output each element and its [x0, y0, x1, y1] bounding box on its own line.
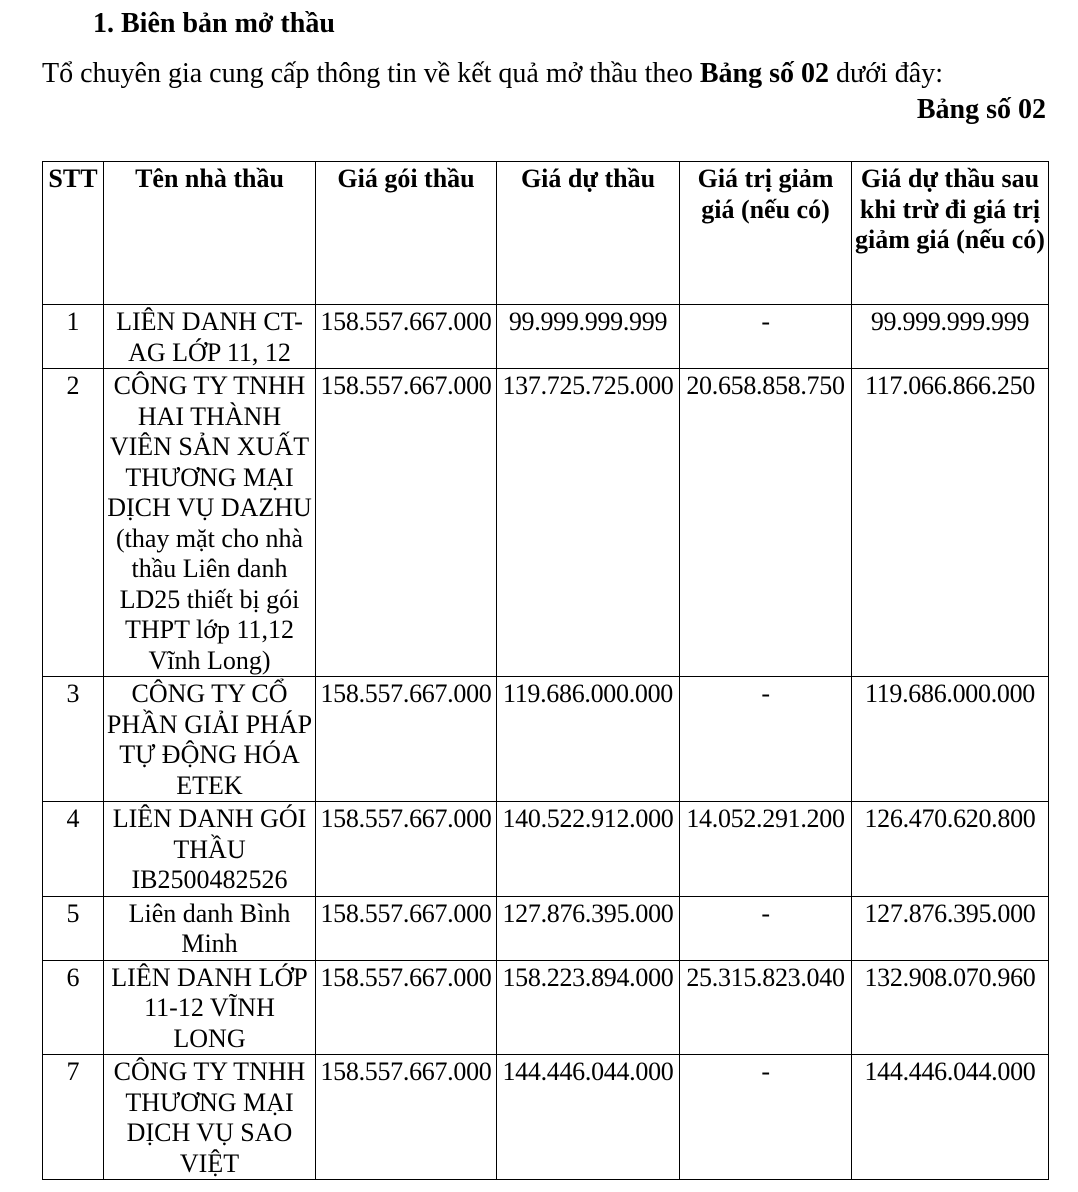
cell-contractor-name: CÔNG TY TNHH THƯƠNG MẠI DỊCH VỤ SAO VIỆT — [104, 1055, 316, 1180]
cell-stt: 3 — [43, 677, 104, 802]
cell-package-price: 158.557.667.000 — [316, 960, 497, 1055]
cell-stt: 6 — [43, 960, 104, 1055]
cell-package-price: 158.557.667.000 — [316, 305, 497, 369]
table-header-row — [43, 162, 1049, 305]
bid-opening-table — [42, 161, 1049, 1180]
table-row — [43, 960, 1049, 1055]
cell-bid-price: 144.446.044.000 — [497, 1055, 680, 1180]
table-caption: Bảng số 02 — [916, 94, 1046, 125]
cell-final-price: 127.876.395.000 — [852, 896, 1049, 960]
cell-final-price: 99.999.999.999 — [852, 305, 1049, 369]
cell-final-price: 119.686.000.000 — [852, 677, 1049, 802]
header-contractor-name: Tên nhà thầu — [104, 162, 316, 305]
header-final-price: Giá dự thầu sau khi trừ đi giá trị giảm giá (nếu có) — [852, 162, 1049, 305]
cell-discount: - — [680, 1055, 852, 1180]
cell-stt: 2 — [43, 369, 104, 677]
cell-bid-price: 127.876.395.000 — [497, 896, 680, 960]
cell-discount: - — [680, 896, 852, 960]
cell-final-price: 117.066.866.250 — [852, 369, 1049, 677]
header-package-price: Giá gói thầu — [316, 162, 497, 305]
cell-discount: - — [680, 677, 852, 802]
cell-stt: 1 — [43, 305, 104, 369]
table-row — [43, 369, 1049, 677]
intro-table-reference: Bảng số 02 — [699, 58, 830, 89]
cell-contractor-name: CÔNG TY CỔ PHẦN GIẢI PHÁP TỰ ĐỘNG HÓA ETEK — [104, 677, 316, 802]
table-row — [43, 305, 1049, 369]
cell-contractor-name: Liên danh Bình Minh — [104, 896, 316, 960]
intro-text — [42, 56, 943, 92]
cell-discount: 25.315.823.040 — [680, 960, 852, 1055]
cell-package-price: 158.557.667.000 — [316, 896, 497, 960]
cell-final-price: 144.446.044.000 — [852, 1055, 1049, 1180]
cell-final-price: 132.908.070.960 — [852, 960, 1049, 1055]
cell-final-price: 126.470.620.800 — [852, 802, 1049, 897]
cell-discount: 20.658.858.750 — [680, 369, 852, 677]
table-row — [43, 802, 1049, 897]
intro-text-start: Tổ chuyên gia cung cấp thông tin về kết quả mở thầu theo — [42, 58, 700, 89]
cell-contractor-name: LIÊN DANH GÓI THẦU IB2500482526 — [104, 802, 316, 897]
section-heading: 1. Biên bản mở thầu — [93, 8, 335, 39]
cell-stt: 4 — [43, 802, 104, 897]
cell-package-price: 158.557.667.000 — [316, 677, 497, 802]
cell-bid-price: 119.686.000.000 — [497, 677, 680, 802]
table-row — [43, 1055, 1049, 1180]
cell-bid-price: 137.725.725.000 — [497, 369, 680, 677]
cell-contractor-name: LIÊN DANH LỚP 11-12 VĨNH LONG — [104, 960, 316, 1055]
cell-package-price: 158.557.667.000 — [316, 802, 497, 897]
cell-contractor-name: CÔNG TY TNHH HAI THÀNH VIÊN SẢN XUẤT THƯƠNG MẠI DỊCH VỤ DAZHU (thay mặt cho nhà thầu Liên danh LD25 thiết bị gói THPT lớp 11,12 Vĩnh Long) — [104, 369, 316, 677]
cell-package-price: 158.557.667.000 — [316, 369, 497, 677]
table-row — [43, 677, 1049, 802]
header-bid-price: Giá dự thầu — [497, 162, 680, 305]
cell-discount: 14.052.291.200 — [680, 802, 852, 897]
cell-bid-price: 99.999.999.999 — [497, 305, 680, 369]
table-row — [43, 896, 1049, 960]
cell-contractor-name: LIÊN DANH CT-AG LỚP 11, 12 — [104, 305, 316, 369]
intro-text-end: dưới đây: — [829, 58, 943, 89]
cell-bid-price: 140.522.912.000 — [497, 802, 680, 897]
cell-bid-price: 158.223.894.000 — [497, 960, 680, 1055]
cell-package-price: 158.557.667.000 — [316, 1055, 497, 1180]
cell-stt: 7 — [43, 1055, 104, 1180]
header-stt: STT — [43, 162, 104, 305]
cell-discount: - — [680, 305, 852, 369]
cell-stt: 5 — [43, 896, 104, 960]
header-discount: Giá trị giảm giá (nếu có) — [680, 162, 852, 305]
